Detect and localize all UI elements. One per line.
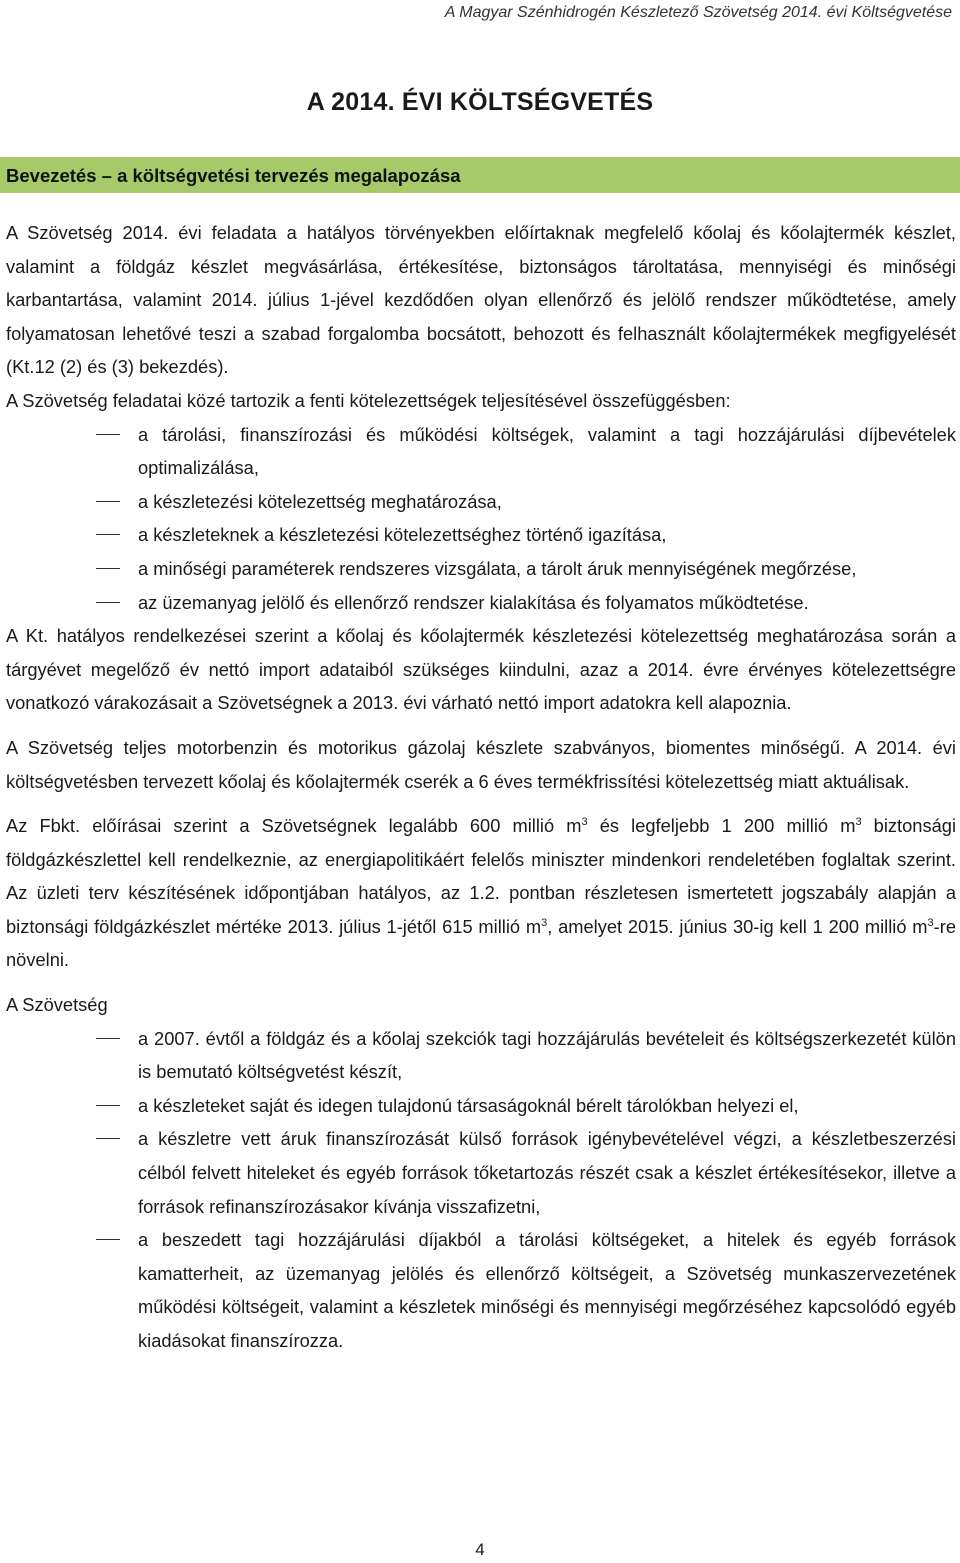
document-body — [6, 216, 956, 1358]
dash-bullet-icon — [96, 1138, 120, 1139]
paragraph-obligations: A Szövetség 2014. évi feladata a hatályos törvényekben előírtaknak megfelelő kőolaj és kőolajtermék készlet, valamint a földgáz készlet megvásárlása, értékesítése, biztonságos tároltatása, mennyiségi és minőségi karbantartása, valamint 2014. július 1-jével kezdődően olyan ellenőrző és jelölő rendszer működtetése, amely folyamatosan lehetővé teszi a szabad forgalomba bocsátott, behozott és felhasznált kőolajtermékek megfigyelését (Kt.12 (2) és (3) bekezdés). — [6, 222, 956, 378]
page-number: 4 — [475, 1540, 485, 1559]
paragraph-szovetseg: A Szövetség — [6, 994, 108, 1016]
list-item: a minőségi paraméterek rendszeres vizsgálata, a tárolt áruk mennyiségének megőrzése, — [6, 552, 956, 586]
practices-list — [6, 1022, 956, 1358]
list-item: az üzemanyag jelölő és ellenőrző rendszer kialakítása és folyamatos működtetése. — [6, 586, 956, 620]
list-item: a készletre vett áruk finanszírozását külső források igénybevételével végzi, a készletbeszerzési célból felvett hiteleket és egyéb források tőketartozás részét csak a készlet értékesítésekor, illetve a források refinanszírozásakor kívánja visszafizetni, — [6, 1122, 956, 1223]
dash-bullet-icon — [96, 501, 120, 502]
dash-bullet-icon — [96, 434, 120, 435]
dash-bullet-icon — [96, 1239, 120, 1240]
list-item: a készleteknek a készletezési kötelezettséghez történő igazítása, — [6, 518, 956, 552]
dash-bullet-icon — [96, 602, 120, 603]
paragraph-kt-provisions: A Kt. hatályos rendelkezései szerint a kőolaj és kőolajtermék készletezési kötelezettség meghatározása során a tárgyévet megelőző év nettó import adataiból szükséges kiindulni, azaz a 2014. évre érvényes kötelezettségre vonatkozó várakozásait a Szövetségnek a 2013. évi várható nettó import adatokra kell alapoznia. — [6, 625, 956, 714]
section-heading-bar — [0, 157, 960, 193]
list-item: a 2007. évtől a földgáz és a kőolaj szekciók tagi hozzájárulás bevételeit és költségszerkezetét külön is bemutató költségvetést készít, — [6, 1022, 956, 1089]
dash-bullet-icon — [96, 1038, 120, 1039]
paragraph-tasks-intro: A Szövetség feladatai közé tartozik a fenti kötelezettségek teljesítésével összefüggésben: — [6, 389, 731, 411]
list-item: a beszedett tagi hozzájárulási díjakból a tárolási költségeket, a hitelek és egyéb források kamatterheit, az üzemanyag jelölés és ellenőrző költségeit, a Szövetség munkaszervezetének működési költségeit, valamint a készletek minőségi és mennyiségi megőrzéséhez kapcsolódó egyéb kiadásokat finanszírozza. — [6, 1223, 956, 1357]
page-title: A 2014. ÉVI KÖLTSÉGVETÉS — [306, 88, 654, 116]
list-item: a tárolási, finanszírozási és működési költségek, valamint a tagi hozzájárulási díjbevételek optimalizálása, — [6, 418, 956, 485]
running-header: A Magyar Szénhidrogén Készletező Szövetség 2014. évi Költségvetése — [444, 4, 952, 21]
section-title: Bevezetés – a költségvetési tervezés megalapozása — [6, 165, 461, 186]
dash-bullet-icon — [96, 568, 120, 569]
dash-bullet-icon — [96, 534, 120, 535]
dash-bullet-icon — [96, 1105, 120, 1106]
paragraph-fbkt-gas: Az Fbkt. előírásai szerint a Szövetségnek legalább 600 millió $m^3$ és legfeljebb 1 200 millió $m^3$ biztonsági földgázkészlettel kell rendelkeznie, az energiapolitikáért felelős miniszter mindenkori rendeletében foglaltak szerint. Az üzleti terv készítésének időpontjában hatályos, az 1.2. pontban részletesen ismertetett jogszabály alapján a biztonsági földgázkészlet mértéke 2013. július 1-jétől 615 millió $m^3$, amelyet 2015. június 30-ig kell 1 200 millió $m^3-re$ növelni. — [6, 815, 956, 971]
paragraph-motor-fuel: A Szövetség teljes motorbenzin és motorikus gázolaj készlete szabványos, biomentes minőségű. A 2014. évi költségvetésben tervezett kőolaj és kőolajtermék cserék a 6 éves termékfrissítési kötelezettség miatt aktuálisak. — [6, 736, 956, 792]
tasks-list — [6, 418, 956, 620]
list-item: a készletezési kötelezettség meghatározása, — [6, 485, 956, 519]
list-item: a készleteket saját és idegen tulajdonú társaságoknál bérelt tárolókban helyezi el, — [6, 1089, 956, 1123]
